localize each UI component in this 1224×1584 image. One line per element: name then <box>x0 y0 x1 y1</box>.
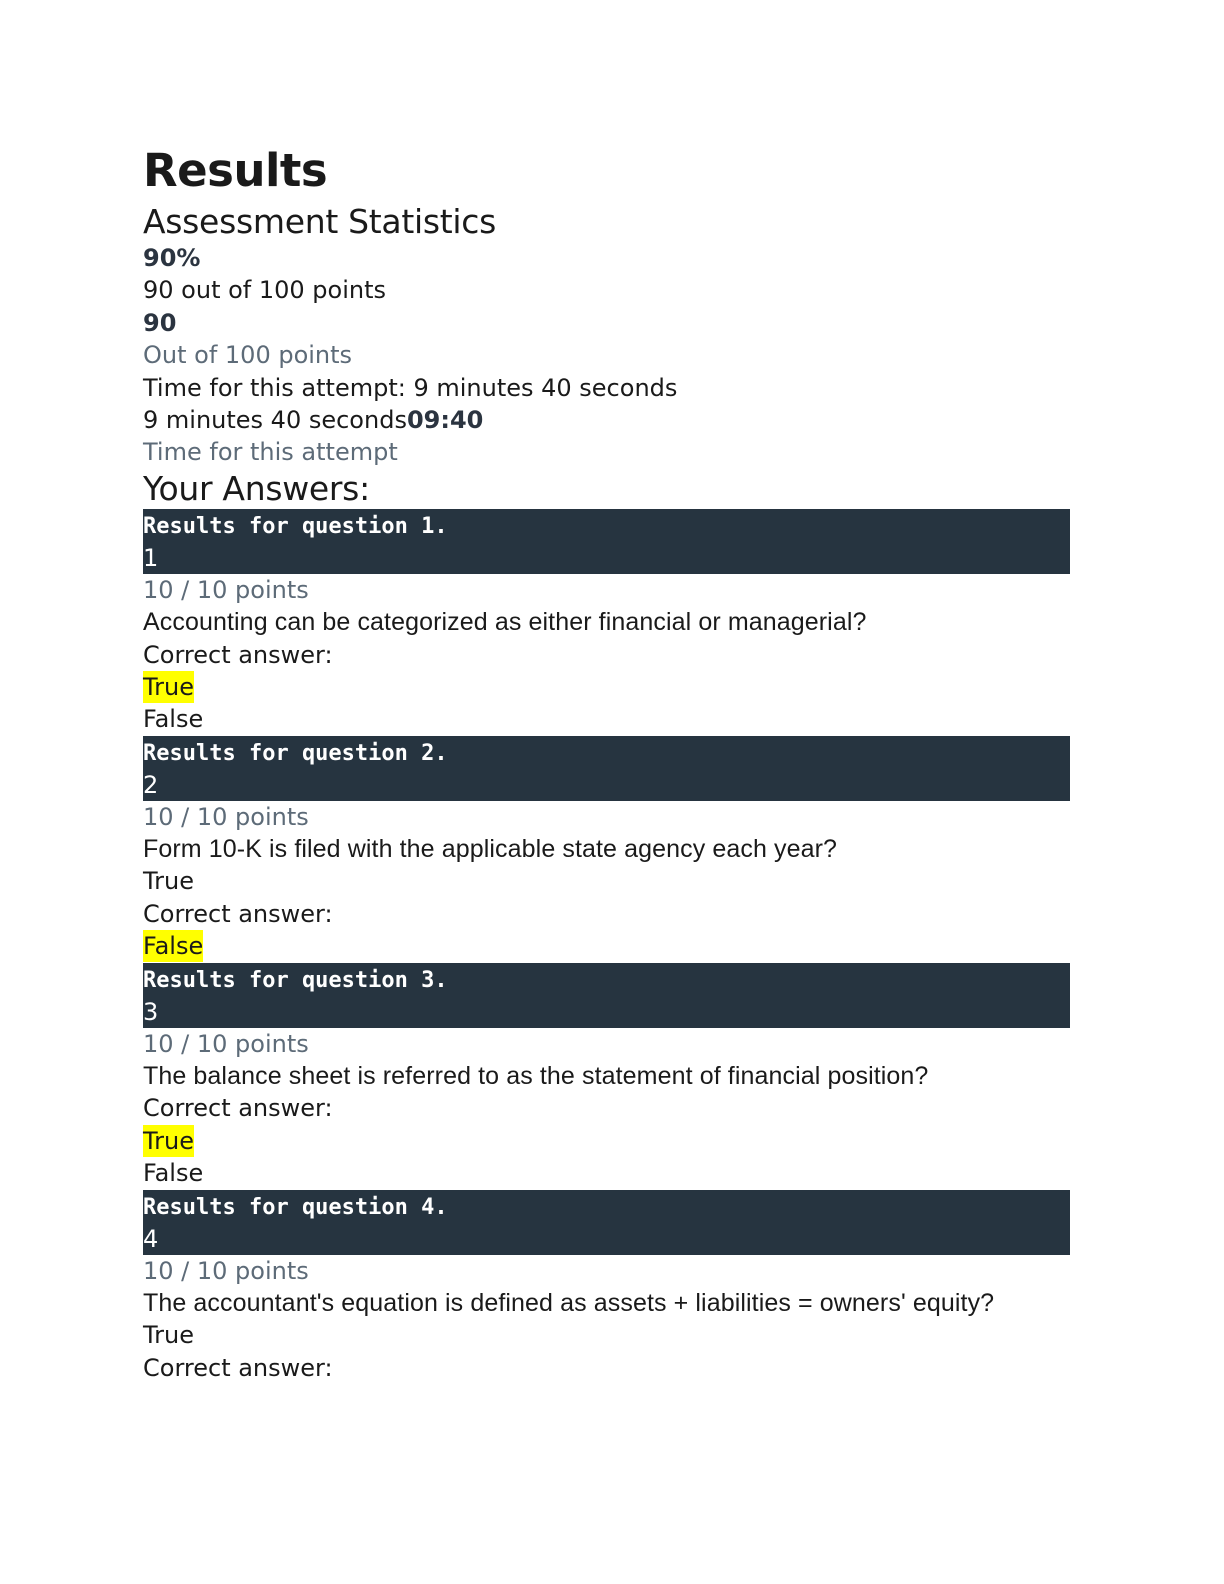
question-points: 10 / 10 points <box>143 802 309 831</box>
score-percent: 90% <box>143 244 201 272</box>
question-points: 10 / 10 points <box>143 1256 309 1285</box>
question-points: 10 / 10 points <box>143 575 309 604</box>
question-block-1 <box>143 509 1070 736</box>
score-value: 90 <box>143 308 177 337</box>
page-title: Results <box>143 144 328 197</box>
question-number: 3 <box>143 997 159 1026</box>
time-attempt-line: Time for this attempt: 9 minutes 40 seconds <box>143 373 678 402</box>
correct-answer-highlight: False <box>143 932 204 961</box>
question-text: The accountant's equation is defined as assets + liabilities = owners' equity? <box>143 1288 995 1317</box>
answer-line: Correct answer: <box>143 1094 333 1123</box>
answer-option: True <box>143 867 194 896</box>
question-text: Accounting can be categorized as either financial or managerial? <box>143 608 867 637</box>
question-header-title: Results for question 2. <box>143 740 448 766</box>
answer-line: Correct answer: <box>143 899 333 928</box>
answer-line: Correct answer: <box>143 1353 333 1382</box>
answer-option: False <box>143 705 204 734</box>
question-header-title: Results for question 1. <box>143 513 448 539</box>
question-number: 2 <box>143 770 159 799</box>
score-summary: 90 out of 100 points <box>143 276 387 305</box>
answer-option: False <box>143 1159 204 1188</box>
question-header-title: Results for question 3. <box>143 967 448 993</box>
question-header <box>143 963 1070 1028</box>
correct-answer-highlight: True <box>143 672 194 701</box>
question-block-2 <box>143 736 1070 963</box>
time-clock: 09:40 <box>406 405 484 434</box>
answer-option: True <box>143 1321 194 1350</box>
question-header <box>143 509 1070 574</box>
question-block-4 <box>143 1190 1070 1385</box>
score-out-of: Out of 100 points <box>143 341 353 370</box>
assessment-statistics-heading: Assessment Statistics <box>143 202 496 241</box>
answer-option <box>143 930 1070 962</box>
question-header-title: Results for question 4. <box>143 1194 448 1220</box>
correct-answer-highlight: True <box>143 1126 194 1155</box>
question-header <box>143 736 1070 801</box>
your-answers-heading: Your Answers: <box>143 468 370 508</box>
answer-option <box>143 671 1070 703</box>
time-label: Time for this attempt <box>143 438 398 467</box>
question-block-3 <box>143 963 1070 1190</box>
answer-line: Correct answer: <box>143 640 333 669</box>
question-number: 4 <box>143 1224 159 1253</box>
results-page <box>143 140 1070 1384</box>
time-text: 9 minutes 40 seconds <box>143 405 407 434</box>
question-number: 1 <box>143 543 159 572</box>
answer-option <box>143 1125 1070 1157</box>
time-detail <box>143 404 1070 436</box>
question-points: 10 / 10 points <box>143 1029 309 1058</box>
question-header <box>143 1190 1070 1255</box>
assessment-statistics <box>143 242 1070 469</box>
question-text: The balance sheet is referred to as the statement of financial position? <box>143 1062 929 1091</box>
question-text: Form 10-K is filed with the applicable state agency each year? <box>143 835 838 864</box>
